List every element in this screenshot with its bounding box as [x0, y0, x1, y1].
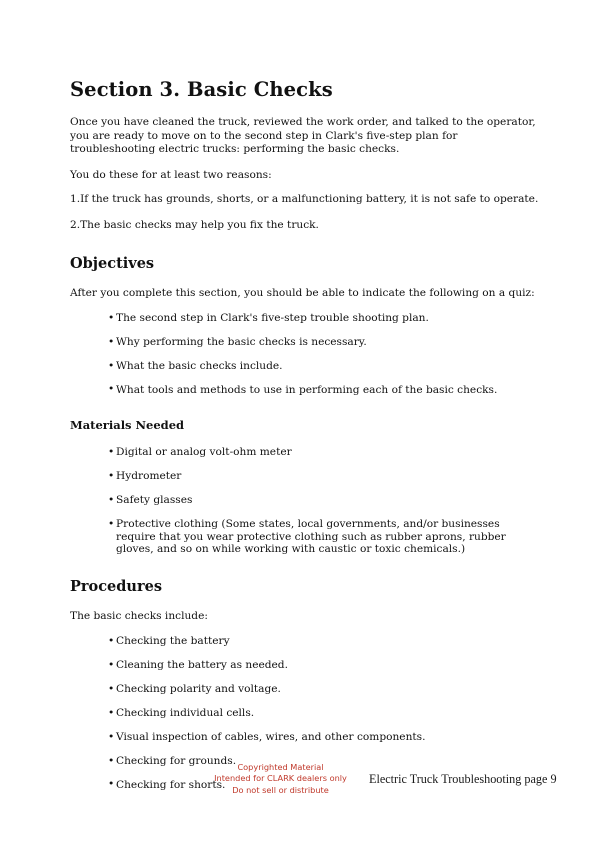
page-title: Section 3. Basic Checks	[70, 78, 333, 101]
reasons-list	[70, 193, 542, 232]
document-content	[70, 78, 542, 803]
list-item	[108, 360, 542, 373]
list-item	[108, 659, 542, 672]
page-number-label: Electric Truck Troubleshooting page 9	[369, 772, 557, 786]
objectives-lead: After you complete this section, you should be able to indicate the following on a quiz:	[70, 286, 535, 299]
list-item	[108, 731, 542, 744]
list-item: 2.The basic checks may help you fix the truck.	[70, 218, 319, 231]
watermark-line: Do not sell or distribute	[232, 784, 329, 795]
procedures-lead: The basic checks include:	[70, 609, 208, 622]
watermark-line: Copyrighted Material	[237, 762, 324, 772]
bullet-icon: •	[108, 658, 115, 671]
list-item	[108, 336, 542, 349]
list-item-label: The second step in Clark's five-step trouble shooting plan.	[116, 312, 429, 325]
bullet-icon: •	[108, 311, 115, 324]
list-item-label: Visual inspection of cables, wires, and other components.	[116, 731, 426, 743]
materials-heading: Materials Needed	[70, 418, 185, 433]
bullet-icon: •	[108, 517, 115, 530]
page-footer	[0, 762, 600, 806]
bullet-icon: •	[108, 493, 115, 506]
intro-paragraph: Once you have cleaned the truck, reviewed the work order, and talked to the operator, you are ready to move on to the second step in Clark's five-step plan for troubleshooting electric trucks: performing the basic checks.	[70, 116, 536, 156]
reasons-lead: You do these for at least two reasons:	[70, 168, 272, 181]
bullet-icon: •	[108, 634, 115, 647]
list-item	[108, 635, 542, 648]
materials-list	[70, 446, 542, 556]
list-item-label: Checking polarity and voltage.	[116, 683, 281, 696]
list-item-label: Cleaning the battery as needed.	[116, 659, 288, 672]
bullet-icon: •	[108, 335, 115, 348]
objectives-list	[70, 312, 542, 397]
list-item	[108, 312, 542, 325]
bullet-icon: •	[108, 730, 115, 743]
list-item-label: Checking for shorts.	[116, 778, 226, 791]
list-item	[108, 707, 542, 720]
bullet-icon: •	[108, 359, 115, 372]
objectives-heading: Objectives	[70, 254, 155, 272]
list-item-label: Checking individual cells.	[116, 707, 255, 720]
bullet-icon: •	[108, 383, 115, 396]
bullet-icon: •	[108, 754, 115, 767]
list-item-label: Why performing the basic checks is necessary.	[116, 336, 367, 349]
list-item-label: What the basic checks include.	[116, 359, 283, 372]
procedures-heading: Procedures	[70, 577, 162, 595]
bullet-icon: •	[108, 778, 115, 791]
list-item-label: Hydrometer	[116, 470, 182, 483]
list-item-label: Checking for grounds.	[116, 754, 237, 767]
list-item	[108, 470, 542, 483]
list-item-label: What tools and methods to use in performing each of the basic checks.	[116, 383, 498, 396]
list-item-label: Digital or analog volt-ohm meter	[116, 446, 292, 459]
bullet-icon: •	[108, 706, 115, 719]
list-item	[108, 384, 542, 397]
list-item	[108, 494, 542, 507]
list-item	[108, 518, 542, 556]
list-item-label: Safety glasses	[116, 494, 193, 507]
bullet-icon: •	[108, 469, 115, 482]
bullet-icon: •	[108, 682, 115, 695]
list-item-label: Checking the battery	[116, 635, 230, 648]
list-item-label: Protective clothing (Some states, local governments, and/or businesses require that you wear protective clothing such as rubber aprons, rubber gloves, and so on while working with caustic or toxic chemicals.)	[116, 518, 506, 556]
list-item	[108, 683, 542, 696]
bullet-icon: •	[108, 445, 115, 458]
list-item: 1.If the truck has grounds, shorts, or a malfunctioning battery, it is not safe to operate.	[70, 193, 539, 206]
list-item	[108, 446, 542, 459]
watermark-line: Intended for CLARK dealers only	[214, 773, 347, 784]
